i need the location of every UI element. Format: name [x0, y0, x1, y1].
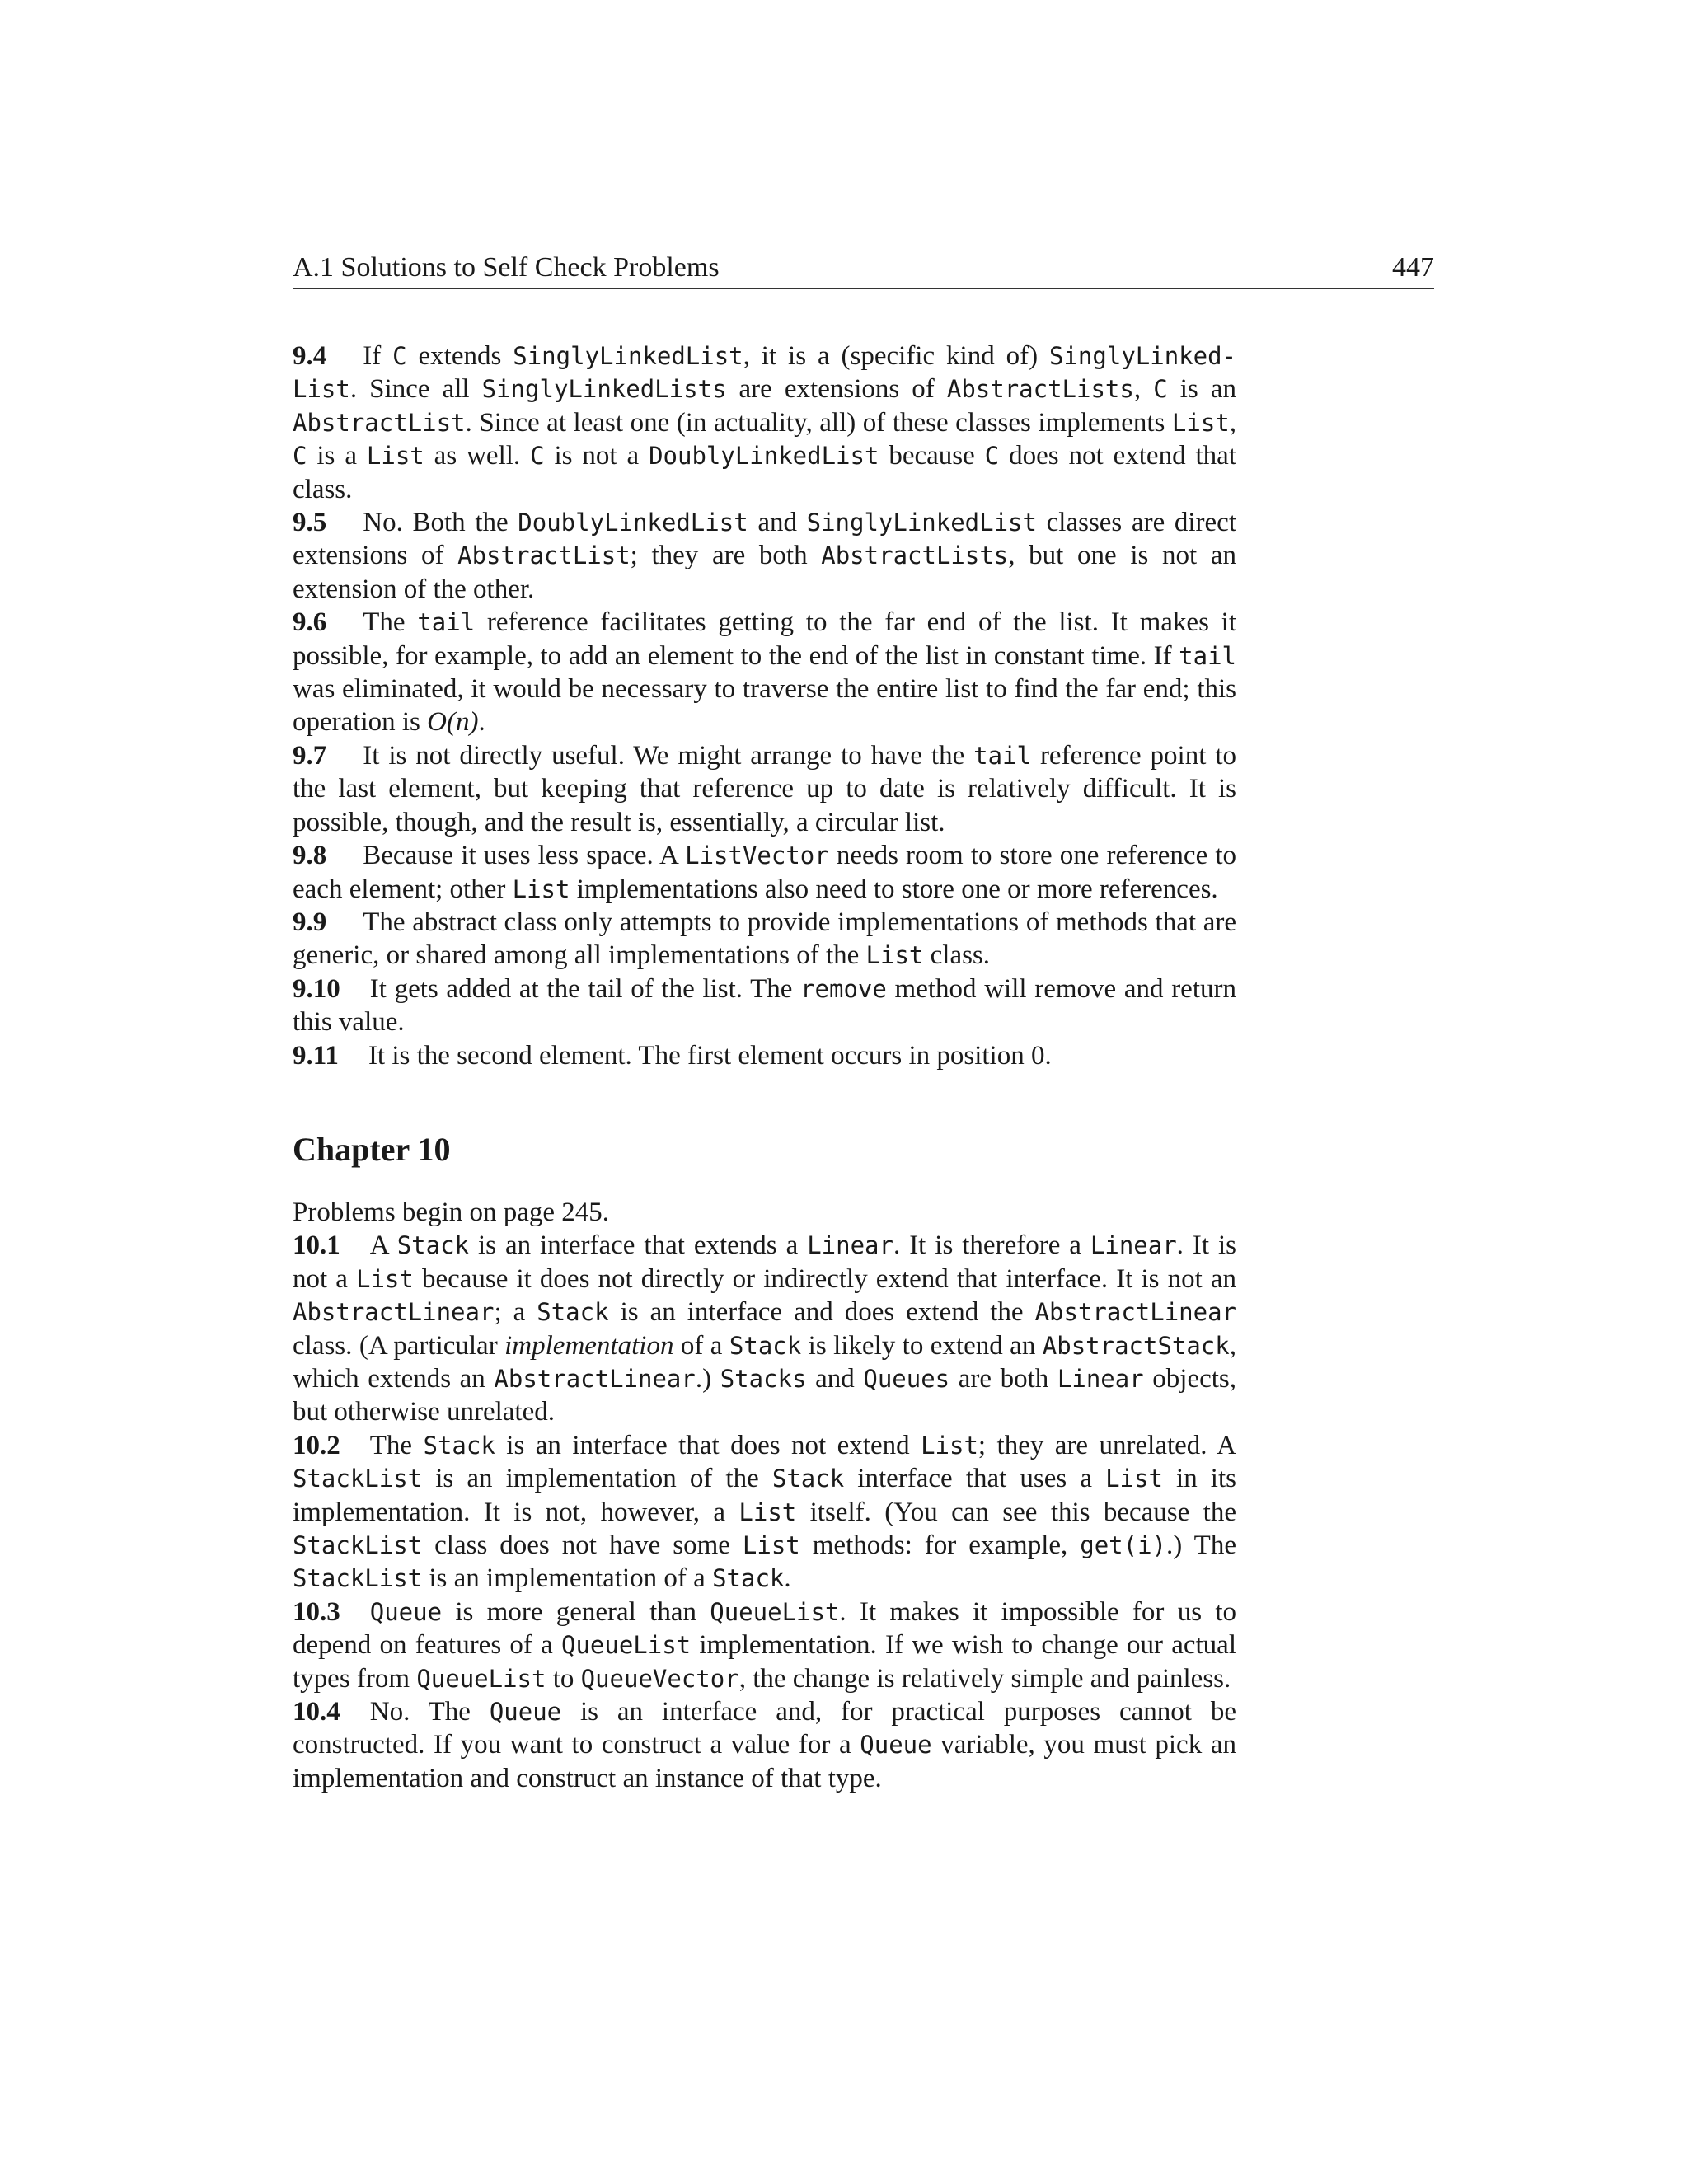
- solution-number: 10.2: [293, 1430, 340, 1460]
- body-text: A: [369, 1230, 397, 1261]
- body-text: to: [546, 1663, 581, 1694]
- solution-entry: [293, 1596, 1236, 1695]
- solution-number: 9.8: [293, 841, 327, 871]
- body-text: . It is not a: [293, 1230, 1236, 1294]
- solution-entry: [293, 606, 1236, 739]
- body-text: reference facilitates getting to the far end of the list. It makes it possible, for example, to add an element to the end of the list in constant time. If: [293, 607, 1236, 671]
- body-text: reference point to the last element, but keeping that reference up to date is relatively difficult. It is possible, though, and the result is, essentially, a circular list.: [293, 740, 1236, 837]
- body-text: objects, but otherwise unrelated.: [293, 1363, 1237, 1427]
- solution-entry: [293, 1229, 1236, 1428]
- body-text: .) The: [1166, 1530, 1236, 1560]
- solution-number: 10.3: [293, 1596, 340, 1627]
- code-term: Queue: [489, 1698, 562, 1727]
- body-text: ; a: [494, 1297, 537, 1328]
- body-text: ; they are unrelated. A: [978, 1430, 1237, 1460]
- body-text: . It makes it impossible for us to depend on features of a: [293, 1596, 1237, 1661]
- code-term: Stack: [712, 1564, 785, 1593]
- code-term: SinglyLinkedLists: [481, 375, 727, 404]
- body-text: methods: for example,: [799, 1530, 1081, 1560]
- solution-entry: [293, 839, 1236, 906]
- code-term: Stack: [771, 1465, 845, 1493]
- code-term: Linear: [1057, 1364, 1144, 1393]
- code-term: AbstractLists: [946, 375, 1134, 404]
- code-term: get(i): [1080, 1531, 1167, 1559]
- code-term: List: [1105, 1465, 1163, 1493]
- code-term: DoublyLinkedList: [649, 442, 879, 471]
- body-text: If: [363, 341, 393, 371]
- code-term: AbstractList: [293, 408, 466, 437]
- code-term: C: [984, 442, 1000, 471]
- solution-number: 10.1: [293, 1230, 340, 1261]
- body-text: , it is a (specific kind of): [743, 341, 1050, 371]
- code-term: C: [530, 442, 545, 471]
- body-text: class.: [923, 940, 991, 971]
- code-term: AbstractList: [457, 541, 631, 570]
- section-title: A.1 Solutions to Self Check Problems: [293, 252, 720, 283]
- body-text: does not extend that class.: [293, 441, 1236, 504]
- math-expression: O(n): [427, 707, 479, 738]
- code-term: tail: [417, 608, 476, 637]
- code-term: Stack: [423, 1431, 495, 1460]
- code-term: StackList: [293, 1531, 423, 1559]
- code-term: SinglyLinked-List: [293, 342, 1236, 404]
- body-text: itself. (You can see this because the: [796, 1497, 1236, 1527]
- solution-number: 9.5: [293, 508, 327, 538]
- chapter-9-solutions: [293, 340, 1236, 1072]
- code-term: DoublyLinkedList: [518, 509, 748, 537]
- solution-number: 10.4: [293, 1697, 340, 1727]
- body-text: and: [748, 508, 807, 538]
- page-number: 447: [1392, 252, 1434, 283]
- solution-number: 9.9: [293, 907, 327, 937]
- solution-number: 9.4: [293, 341, 327, 371]
- body-text: The: [369, 1430, 424, 1460]
- document-body: [293, 340, 1236, 1795]
- code-term: AbstractLinear: [293, 1298, 495, 1327]
- body-text: ; they are both: [630, 541, 822, 571]
- solution-number: 9.10: [293, 973, 340, 1004]
- body-text: class does not have some: [422, 1530, 743, 1560]
- body-text: . Since at least one (in actuality, all) of these classes implements: [465, 407, 1172, 438]
- body-text: , but one is not an extension of the other.: [293, 541, 1236, 604]
- code-term: Linear: [807, 1231, 893, 1260]
- solution-entry: [293, 506, 1236, 606]
- solution-entry: [293, 906, 1236, 972]
- solution-entry: [293, 1429, 1236, 1596]
- body-text: of a: [673, 1330, 729, 1361]
- body-text: is more general than: [442, 1596, 710, 1627]
- code-term: ListVector: [685, 841, 829, 870]
- solution-number: 9.7: [293, 740, 327, 771]
- code-term: Stack: [396, 1231, 470, 1260]
- chapter-heading: Chapter 10: [293, 1130, 451, 1168]
- solution-entry: [293, 1039, 1236, 1072]
- code-term: List: [356, 1264, 414, 1293]
- code-term: QueueList: [416, 1664, 546, 1693]
- code-term: Stack: [729, 1331, 802, 1360]
- body-text: The: [363, 607, 418, 638]
- body-text: No. The: [369, 1697, 490, 1727]
- body-text: implementations also need to store one or more references.: [570, 874, 1218, 904]
- code-term: QueueList: [710, 1597, 840, 1626]
- code-term: AbstractLinear: [1034, 1298, 1236, 1327]
- body-text: is an interface and, for practical purposes cannot be constructed. If you want to construct a value for a: [293, 1697, 1237, 1760]
- body-text: is not a: [544, 441, 649, 471]
- body-text: variable, you must pick an implementation and construct an instance of that type.: [293, 1730, 1236, 1793]
- code-term: Queue: [369, 1597, 443, 1626]
- solution-entry: [293, 1695, 1236, 1795]
- code-term: AbstractStack: [1042, 1331, 1230, 1360]
- code-term: AbstractLists: [821, 541, 1009, 570]
- body-text: It is the second element. The first element occurs in position 0.: [368, 1040, 1052, 1071]
- body-text: are extensions of: [726, 374, 947, 405]
- body-text: is an interface that extends a: [469, 1230, 808, 1261]
- body-text: , which extends an: [293, 1330, 1237, 1394]
- code-term: List: [742, 1531, 800, 1559]
- code-term: QueueVector: [580, 1664, 739, 1693]
- body-text: .: [478, 707, 485, 738]
- running-header: [293, 250, 1434, 289]
- code-term: C: [293, 442, 307, 471]
- body-text: It is not directly useful. We might arrange to have the: [363, 740, 974, 771]
- body-text: is an interface and does extend the: [608, 1297, 1035, 1328]
- body-text: implementation. If we wish to change our actual types from: [293, 1630, 1236, 1694]
- code-term: Queue: [860, 1731, 932, 1760]
- body-text: .): [695, 1363, 720, 1394]
- body-text: , the change is relatively simple and painless.: [738, 1663, 1231, 1694]
- code-term: QueueList: [561, 1631, 692, 1660]
- body-text: is an: [1167, 374, 1236, 405]
- body-text: in its implementation. It is not, however, a: [293, 1464, 1236, 1527]
- code-term: List: [1171, 408, 1230, 437]
- body-text: Because it uses less space. A: [363, 841, 686, 871]
- emphasis-text: implementation: [504, 1330, 674, 1361]
- body-text: is an interface that does not extend: [495, 1430, 921, 1460]
- solution-entry: [293, 739, 1236, 839]
- body-text: interface that uses a: [844, 1464, 1106, 1494]
- code-term: List: [738, 1497, 797, 1526]
- code-term: Linear: [1090, 1231, 1177, 1260]
- body-text: . It is therefore a: [893, 1230, 1090, 1261]
- code-term: C: [1153, 375, 1168, 404]
- body-text: is a: [307, 441, 367, 471]
- body-text: extends: [406, 341, 513, 371]
- solution-entry: [293, 340, 1236, 506]
- code-term: StackList: [293, 1465, 423, 1493]
- code-term: remove: [800, 974, 887, 1003]
- body-text: was eliminated, it would be necessary to traverse the entire list to find the far end; this operation is: [293, 674, 1236, 738]
- body-text: classes are direct extensions of: [293, 508, 1236, 571]
- body-text: . Since all: [349, 374, 482, 405]
- body-text: are both: [950, 1363, 1057, 1394]
- code-term: Stacks: [720, 1364, 807, 1393]
- body-text: needs room to store one reference to each element; other: [293, 841, 1236, 904]
- code-term: tail: [1179, 641, 1236, 670]
- chapter-intro: Problems begin on page 245.: [293, 1197, 610, 1227]
- body-text: method will remove and return this value.: [293, 973, 1236, 1038]
- code-term: List: [921, 1431, 978, 1460]
- body-text: class. (A particular: [293, 1330, 505, 1361]
- code-term: List: [865, 941, 924, 970]
- code-term: SinglyLinkedList: [806, 509, 1037, 537]
- body-text: as well.: [424, 441, 531, 471]
- body-text: because it does not directly or indirectly extend that interface. It is not an: [413, 1263, 1236, 1294]
- body-text: because: [879, 441, 985, 471]
- code-term: tail: [973, 741, 1032, 770]
- chapter-10-solutions: [293, 1229, 1236, 1795]
- body-text: is an implementation of a: [422, 1563, 713, 1594]
- code-term: Stack: [537, 1298, 609, 1327]
- code-term: StackList: [293, 1564, 423, 1593]
- body-text: is an implementation of the: [422, 1464, 772, 1494]
- body-text: No. Both the: [363, 508, 518, 538]
- body-text: ,: [1133, 374, 1154, 405]
- body-text: The abstract class only attempts to provide implementations of methods that are generic, or shared among all implementations of the: [293, 907, 1236, 971]
- code-term: List: [366, 442, 424, 471]
- code-term: List: [512, 874, 570, 903]
- solution-number: 9.6: [293, 607, 327, 638]
- code-term: C: [392, 342, 407, 370]
- body-text: .: [784, 1563, 791, 1594]
- body-text: is likely to extend an: [801, 1330, 1043, 1361]
- code-term: SinglyLinkedList: [513, 342, 743, 370]
- code-term: AbstractLinear: [494, 1364, 696, 1393]
- body-text: ,: [1229, 407, 1236, 438]
- code-term: Queues: [863, 1364, 950, 1393]
- solution-entry: [293, 972, 1236, 1039]
- body-text: It gets added at the tail of the list. The: [369, 973, 801, 1004]
- body-text: and: [806, 1363, 864, 1394]
- solution-number: 9.11: [293, 1040, 339, 1071]
